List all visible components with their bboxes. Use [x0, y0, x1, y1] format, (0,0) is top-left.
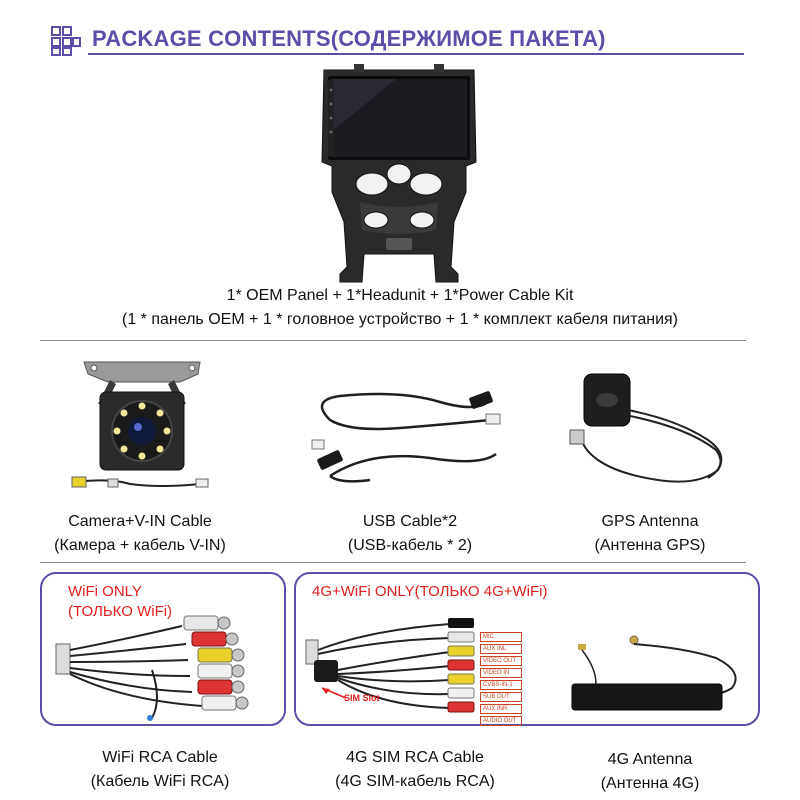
4g-antenna-caption-en: 4G Antenna [607, 751, 693, 768]
port-tag: AUX INL [480, 644, 522, 654]
wifi-only-badge-line2: (ТОЛЬКО WiFi) [68, 603, 173, 620]
usb-cable-image [310, 380, 510, 490]
title-underline [88, 53, 744, 55]
section-divider-2 [40, 562, 746, 563]
package-grid-icon [50, 25, 82, 57]
usb-caption-en: USB Cable*2 [362, 513, 458, 530]
main-item-caption-en: 1* OEM Panel + 1*Headunit + 1*Power Cable Kit [226, 287, 574, 304]
camera-caption-ru: (Камера + кабель V-IN) [54, 537, 226, 554]
page-title: PACKAGE CONTENTS(СОДЕРЖИМОЕ ПАКЕТА) [92, 26, 606, 51]
oem-panel-headunit-image [316, 62, 482, 284]
gps-antenna-image [568, 370, 734, 494]
gps-caption-en: GPS Antenna [601, 513, 699, 530]
4g-sim-rca-caption-ru: (4G SIM-кабель RCA) [335, 773, 495, 790]
wifi-rca-caption-en: WiFi RCA Cable [102, 749, 218, 766]
4g-antenna-caption-ru: (Антенна 4G) [600, 775, 700, 792]
gps-caption-ru: (Антенна GPS) [594, 537, 706, 554]
camera-caption [10, 510, 270, 558]
port-tag: AUDIO OUT [480, 716, 522, 726]
4g-antenna-caption [560, 748, 740, 796]
port-tag: VIDEO IN [480, 668, 522, 678]
4g-sim-rca-caption-en: 4G SIM RCA Cable [346, 749, 484, 766]
4g-sim-rca-caption [310, 746, 520, 794]
usb-caption [290, 510, 530, 558]
gps-caption [530, 510, 770, 558]
wifi-only-badge-line1: WiFi ONLY [68, 583, 142, 600]
wifi-rca-caption-ru: (Кабель WiFi RCA) [90, 773, 230, 790]
sim-slot-label: SIM Slot [344, 693, 380, 703]
camera-caption-en: Camera+V-IN Cable [68, 513, 212, 530]
main-item-caption-ru: (1 * панель OEM + 1 * головное устройство + 1 * комплект кабеля питания) [121, 311, 678, 328]
camera-vin-cable-image [70, 352, 220, 502]
usb-caption-ru: (USB-кабель * 2) [347, 537, 473, 554]
port-tags [480, 632, 522, 728]
4g-wifi-only-badge: 4G+WiFi ONLY(ТОЛЬКО 4G+WiFi) [312, 583, 548, 600]
port-tag: CVBS-IN-1 [480, 680, 522, 690]
wifi-rca-caption [20, 746, 300, 794]
port-tag: AUX INR [480, 704, 522, 714]
port-tag: SUB OUT [480, 692, 522, 702]
wifi-rca-cable-image [52, 610, 280, 722]
4g-antenna-image [566, 628, 746, 718]
port-tag: MIC [480, 632, 522, 642]
main-item-caption [0, 284, 800, 332]
section-divider [40, 340, 746, 341]
port-tag: VIDEO OUT [480, 656, 522, 666]
